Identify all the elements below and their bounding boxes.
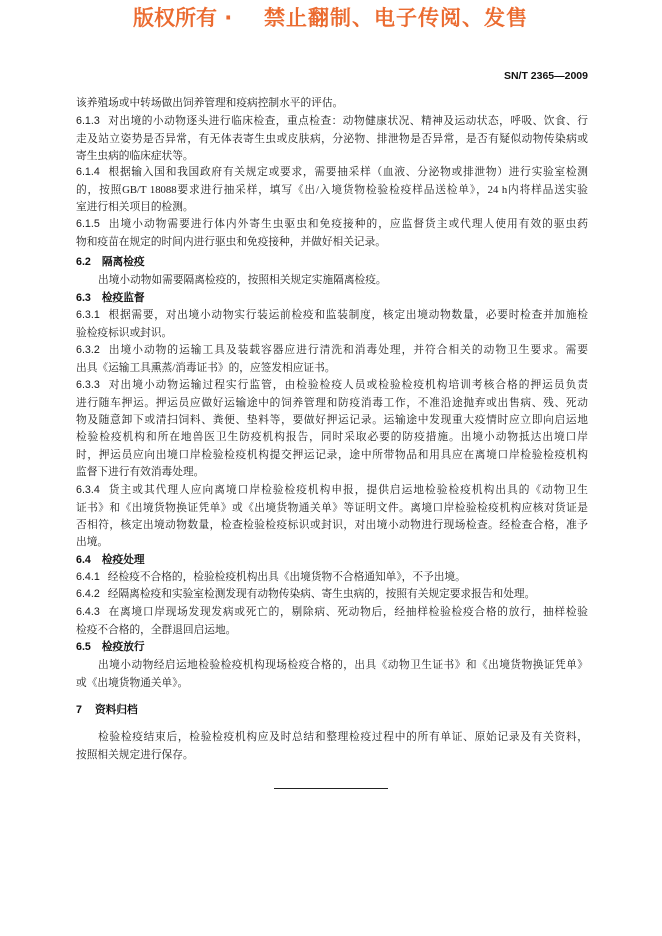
text-line xyxy=(76,517,588,534)
line-text: 监督下进行有效消毒处理。 xyxy=(76,465,205,478)
standard-number: SN/T 2365—2009 xyxy=(503,70,588,82)
end-rule xyxy=(274,788,388,789)
heading-7 xyxy=(76,702,588,719)
line-text: 按照相关规定进行保存。 xyxy=(76,748,194,761)
text-line xyxy=(76,95,588,112)
heading-title: 检疫监督 xyxy=(101,292,145,305)
line-text: 出境小动物需要进行体内外寄生虫驱虫和免疫接种的，应监督货主或代理人使用有效的驱虫药 xyxy=(107,218,588,231)
clause-number: 6.1.5 xyxy=(76,218,100,231)
clause-number: 6.4.1 xyxy=(76,571,100,584)
heading-number: 6.5 xyxy=(76,641,91,654)
line-text: 检验检疫结束后，检验检疫机构应及时总结和整理检疫过程中的所有单证、原始记录及有关资料， xyxy=(98,731,588,744)
clause-6-4-3 xyxy=(76,604,588,639)
line-text: 经隔离检疫和实验室检测发现有动物传染病、寄生虫病的，按照有关规定要求报告和处理。 xyxy=(107,588,536,601)
text-line xyxy=(76,500,588,517)
line-text: 出境小动物如需要隔离检疫的，按照相关规定实施隔离检疫。 xyxy=(98,274,387,287)
line-text: 的，按照GB/T 18088要求进行抽采样，填写《出/入境货物检验检疫样品送检单》，24 h内将样品送实验 xyxy=(76,183,588,196)
text-line xyxy=(76,747,588,764)
line-text: 出境小动物经启运地检验检疫机构现场检疫合格的，出具《动物卫生证书》和《出境货物换证凭单》 xyxy=(98,659,588,672)
text-line xyxy=(76,216,588,233)
line-text: 出具《运输工具熏蒸/消毒证书》的，应签发相应证书。 xyxy=(76,361,336,374)
clause-number: 6.1.4 xyxy=(76,166,100,179)
continued-paragraph xyxy=(76,95,588,112)
text-line xyxy=(76,234,588,251)
text-line xyxy=(76,113,588,130)
heading-title: 检疫放行 xyxy=(101,641,145,654)
line-text: 该养殖场或中转场做出饲养管理和疫病控制水平的评估。 xyxy=(76,97,344,110)
line-text: 或《出境货物通关单》。 xyxy=(76,676,189,689)
clause-number: 6.4.3 xyxy=(76,606,100,619)
text-line xyxy=(76,272,588,289)
text-line xyxy=(76,360,588,377)
heading-number: 7 xyxy=(76,704,82,717)
heading-number: 6.3 xyxy=(76,292,91,305)
heading-6-3 xyxy=(76,290,588,307)
text-line xyxy=(76,395,588,412)
text-line xyxy=(76,182,588,199)
line-text: 物和疫苗在规定的时间内进行驱虫和免疫接种，并做好相关记录。 xyxy=(76,235,386,248)
text-line xyxy=(76,534,588,551)
line-text: 否相符，核定出境动物数量，检查检验检疫标识或封识，对出境小动物进行现场检查。经检查合格，准予 xyxy=(76,518,588,531)
line-text: 对出境的小动物逐头进行临床检查，重点检查：动物健康状况、精神及运动状态，呼吸、饮食、行 xyxy=(107,115,588,128)
text-line xyxy=(76,447,588,464)
text-line xyxy=(76,199,588,216)
text-line xyxy=(76,622,588,639)
clause-number: 6.3.2 xyxy=(76,344,100,357)
line-text: 对出境小动物运输过程实行监管，由检验检疫人员或检验检疫机构培训考核合格的押运员负责 xyxy=(107,379,588,392)
line-text: 出境。 xyxy=(76,536,109,549)
line-text: 检疫不合格的，全群退回启运地。 xyxy=(76,623,237,636)
text-line xyxy=(76,131,588,148)
heading-title: 检疫处理 xyxy=(101,554,145,567)
text-line xyxy=(76,429,588,446)
text-line xyxy=(76,307,588,324)
clause-6-3-4 xyxy=(76,482,588,551)
line-text: 时，押运员应向出境口岸检验检疫机构提交押运记录，途中所带物品和用具应在离境口岸检验检疫机构 xyxy=(76,448,588,461)
text-line xyxy=(76,729,588,746)
clause-6-4-2 xyxy=(76,586,588,603)
clause-number: 6.4.2 xyxy=(76,588,100,601)
clause-6-1-4 xyxy=(76,164,588,216)
clause-number: 6.3.3 xyxy=(76,379,100,392)
clause-number: 6.3.4 xyxy=(76,484,100,497)
line-text: 根据需要，对出境小动物实行装运前检疫和监装制度，核定出境动物数量，必要时检查并加施检 xyxy=(107,309,588,322)
text-line xyxy=(76,586,588,603)
clause-number: 6.1.3 xyxy=(76,115,100,128)
line-text: 检验检疫机构和所在地兽医卫生防疫机构报告，同时采取必要的防疫措施。出境小动物抵达出境口岸 xyxy=(76,431,588,444)
paragraph-7 xyxy=(76,729,588,764)
heading-6-4 xyxy=(76,552,588,569)
clause-6-1-3 xyxy=(76,113,588,165)
line-text: 寄生虫病的临床症状等。 xyxy=(76,149,194,162)
line-text: 在离境口岸现场发现发病或死亡的，剔除病、死动物后，经抽样检验检疫合格的放行，抽样检验 xyxy=(107,606,588,619)
text-line xyxy=(76,657,588,674)
clause-6-3-3 xyxy=(76,377,588,481)
heading-number: 6.2 xyxy=(76,256,91,269)
heading-title: 隔离检疫 xyxy=(101,256,145,269)
line-text: 验检疫标识或封识。 xyxy=(76,326,173,339)
clause-6-4-1 xyxy=(76,569,588,586)
heading-6-5 xyxy=(76,639,588,656)
clause-6-1-5 xyxy=(76,216,588,251)
text-line xyxy=(76,164,588,181)
copyright-watermark-right: 禁止翻制、电子传阅、发售 xyxy=(264,6,528,30)
text-line xyxy=(76,377,588,394)
text-line xyxy=(76,342,588,359)
clause-6-3-2 xyxy=(76,342,588,377)
line-text: 物及随意卸下或清扫饲料、粪便、垫料等，要做好押运记录。运输途中发现重大疫情时应立即向启运地 xyxy=(76,413,588,426)
text-line xyxy=(76,464,588,481)
line-text: 经检疫不合格的，检验检疫机构出具《出境货物不合格通知单》，不予出境。 xyxy=(107,571,466,584)
heading-number: 6.4 xyxy=(76,554,91,567)
line-text: 室进行相关项目的检测。 xyxy=(76,200,194,213)
text-line xyxy=(76,569,588,586)
copyright-watermark-left: 版权所有 · xyxy=(133,6,233,30)
paragraph-6-5 xyxy=(76,657,588,692)
line-text: 进行随车押运。押运员应做好运输途中的饲养管理和防疫消毒工作，不准沿途抛弃或出售病、残、死动 xyxy=(76,396,588,409)
line-text: 根据输入国和我国政府有关规定或要求，需要抽采样（血液、分泌物或排泄物）进行实验室检测 xyxy=(107,166,588,179)
clause-number: 6.3.1 xyxy=(76,309,100,322)
line-text: 出境小动物的运输工具及装载容器应进行清洗和消毒处理，并符合相关的动物卫生要求。需要 xyxy=(107,344,588,357)
text-line xyxy=(76,675,588,692)
text-line xyxy=(76,148,588,165)
heading-6-2 xyxy=(76,254,588,271)
line-text: 证书》和《出境货物换证凭单》或《出境货物通关单》等证明文件。离境口岸检验检疫机构应核对货证是 xyxy=(76,501,588,514)
clause-6-3-1 xyxy=(76,307,588,342)
line-text: 走及站立姿势是否异常，有无体表寄生虫或皮肤病，分泌物、排泄物是否异常，是否有疑似动物传染病或 xyxy=(76,132,588,145)
text-line xyxy=(76,325,588,342)
text-line xyxy=(76,412,588,429)
paragraph-6-2 xyxy=(76,272,588,289)
line-text: 货主或其代理人应向离境口岸检验检疫机构申报，提供启运地检验检疫机构出具的《动物卫生 xyxy=(107,484,588,497)
text-line xyxy=(76,482,588,499)
heading-title: 资料归档 xyxy=(94,704,138,717)
text-line xyxy=(76,604,588,621)
